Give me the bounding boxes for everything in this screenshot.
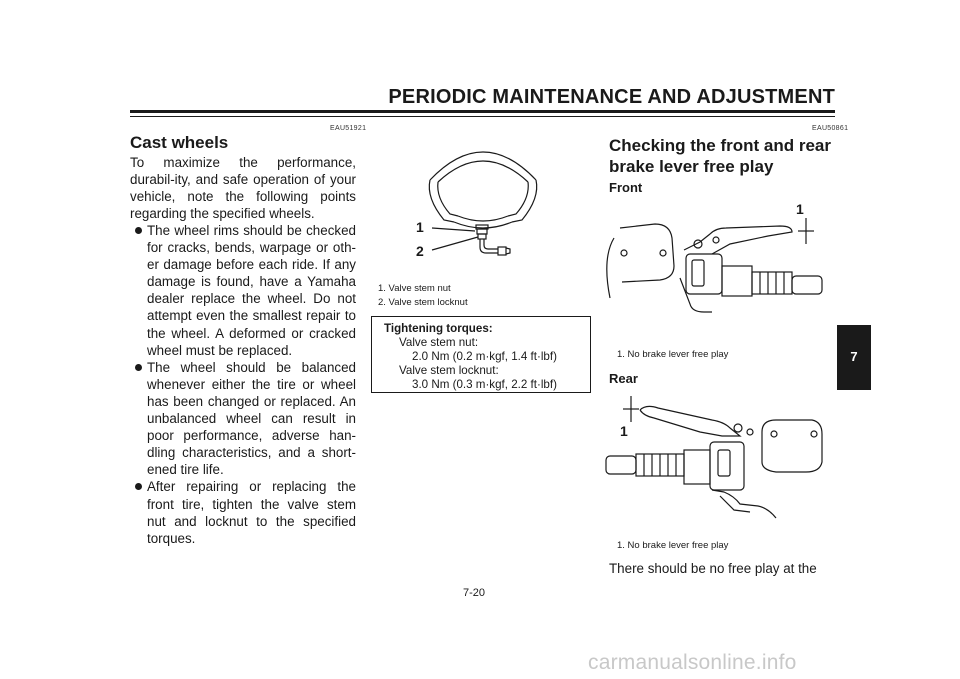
torque-locknut-value: 3.0 Nm (0.3 m·kgf, 2.2 ft·lbf) xyxy=(412,378,557,391)
checklist-item: The wheel should be balanced whenever either the tire or wheel has been changed or replaced. An unbalanced wheel can result in poor performance, adverse han-dling characteristics, and a short-ened tire life. xyxy=(130,359,356,479)
page-header-title: PERIODIC MAINTENANCE AND ADJUSTMENT xyxy=(388,86,835,108)
header-rule-thin xyxy=(130,116,835,117)
chapter-tab-number: 7 xyxy=(850,349,858,364)
checklist-item: The wheel rims should be checked for cracks, bends, warpage or oth-er damage before each ride. If any damage is found, have a Yamaha dealer replace the wheel. Do not attempt even the smallest repair to the wheel. A deformed or cracked wheel must be replaced. xyxy=(130,222,356,359)
caption-valve-stem-locknut: 2. Valve stem locknut xyxy=(378,297,468,308)
header-rule xyxy=(130,110,835,113)
caption-valve-stem-nut: 1. Valve stem nut xyxy=(378,283,451,294)
torque-nut-label: Valve stem nut: xyxy=(399,336,479,349)
intro-paragraph: To maximize the performance, durabil-ity, and safe operation of your vehicle, note the following points regarding the specified wheels. xyxy=(130,155,356,222)
watermark-text: carmanualsonline.info xyxy=(588,651,797,674)
subheading-front: Front xyxy=(609,180,643,195)
torque-nut-value: 2.0 Nm (0.2 m·kgf, 1.4 ft·lbf) xyxy=(412,350,557,363)
subheading-rear: Rear xyxy=(609,371,638,386)
torque-title: Tightening torques: xyxy=(384,322,493,335)
section-code: EAU50861 xyxy=(812,125,849,132)
section-heading-brake-lever: Checking the front and rear brake lever free play xyxy=(609,136,831,176)
figure-captions xyxy=(378,282,468,310)
checklist-item: After repairing or replacing the front tire, tighten the valve stem nut and locknut to the specified torques. xyxy=(130,478,356,546)
torque-spec-box xyxy=(371,316,591,393)
front-callout-1: 1 xyxy=(796,201,804,217)
caption-front-free-play: 1. No brake lever free play xyxy=(617,349,729,360)
continuation-paragraph: There should be no free play at the xyxy=(609,561,817,576)
front-brake-lever-illustration xyxy=(600,198,835,338)
callout-2: 2 xyxy=(416,243,424,259)
valve-stem-illustration xyxy=(408,138,558,268)
page-number: 7-20 xyxy=(463,587,486,599)
callout-1: 1 xyxy=(416,219,424,235)
wheel-checklist xyxy=(130,222,356,547)
torque-locknut-label: Valve stem locknut: xyxy=(399,364,499,377)
rear-callout-1: 1 xyxy=(620,423,628,439)
caption-rear-free-play: 1. No brake lever free play xyxy=(617,540,729,551)
section-heading-cast-wheels: Cast wheels xyxy=(130,133,229,152)
section-code: EAU51921 xyxy=(330,125,367,132)
rear-brake-lever-illustration xyxy=(600,392,835,522)
